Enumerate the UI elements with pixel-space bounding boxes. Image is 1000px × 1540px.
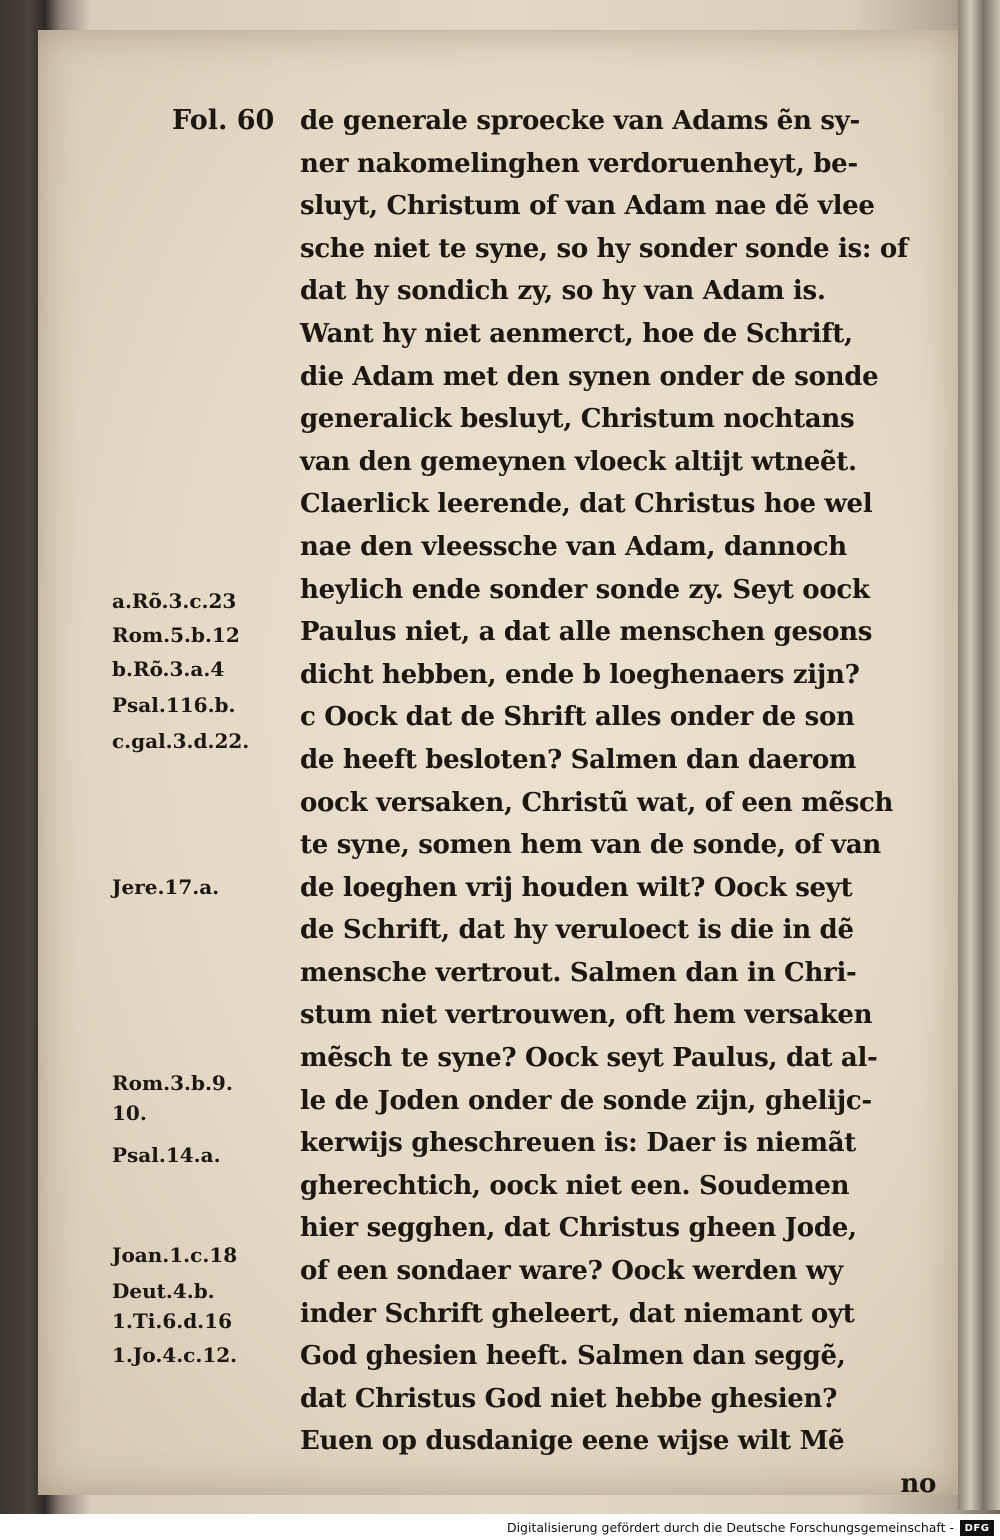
- text-line: inder Schrift gheleert, dat niemant oyt: [300, 1298, 855, 1329]
- folio-number: Fol. 60: [172, 105, 275, 136]
- text-line: oock versaken, Christũ wat, of een mẽsch: [300, 787, 894, 818]
- text-line: gherechtich, oock niet een. Soudemen: [300, 1170, 850, 1201]
- catchword: no: [900, 1469, 936, 1499]
- margin-note: Deut.4.b.: [112, 1279, 215, 1303]
- text-line: heylich ende sonder sonde zy. Seyt oock: [300, 574, 870, 605]
- text-line: Claerlick leerende, dat Christus hoe wel: [300, 489, 873, 520]
- text-line: de Schrift, dat hy veruloect is die in dẽ: [300, 915, 854, 946]
- margin-note: b.Rõ.3.a.4: [112, 657, 225, 681]
- body-text: [300, 100, 940, 1506]
- text-line: c Oock dat de Shrift alles onder de son: [300, 702, 855, 733]
- dfg-logo: DFG: [960, 1520, 994, 1536]
- margin-note: Rom.5.b.12: [112, 623, 240, 647]
- margin-note: c.gal.3.d.22.: [112, 729, 250, 753]
- margin-note: Joan.1.c.18: [112, 1243, 238, 1267]
- text-line: Euen op dusdanige eene wijse wilt Mẽ: [300, 1426, 845, 1457]
- text-line: God ghesien heeft. Salmen dan seggẽ,: [300, 1341, 846, 1372]
- text-line: sluyt, Christum of van Adam nae dẽ vlee: [300, 191, 875, 222]
- text-line: Paulus niet, a dat alle menschen gesons: [300, 617, 873, 648]
- text-line: de loeghen vrij houden wilt? Oock seyt: [300, 872, 853, 903]
- text-line: dicht hebben, ende b loeghenaers zijn?: [300, 659, 860, 690]
- text-line: of een sondaer ware? Oock werden wy: [300, 1256, 843, 1287]
- text-line: de generale sproecke van Adams ẽn sy-: [300, 106, 861, 136]
- text-line: stum niet vertrouwen, oft hem versaken: [300, 1000, 873, 1031]
- text-line: dat hy sondich zy, so hy van Adam is.: [300, 276, 826, 307]
- footer-bar: [0, 1514, 1000, 1540]
- margin-note: Psal.14.a.: [112, 1143, 221, 1167]
- text-line: mensche vertrout. Salmen dan in Chri-: [300, 957, 857, 988]
- text-line: hier segghen, dat Christus gheen Jode,: [300, 1213, 857, 1244]
- margin-note: 1.Ti.6.d.16: [112, 1309, 232, 1333]
- text-line: nae den vleessche van Adam, dannoch: [300, 531, 847, 562]
- margin-note: 1.Jo.4.c.12.: [112, 1343, 238, 1367]
- margin-note: Rom.3.b.9.: [112, 1071, 233, 1095]
- text-line: de heeft besloten? Salmen dan daerom: [300, 744, 857, 775]
- text-line: te syne, somen hem van de sonde, of van: [300, 830, 882, 861]
- margin-note: Jere.17.a.: [112, 875, 220, 899]
- margin-note: 10.: [112, 1101, 147, 1125]
- text-line: dat Christus God niet hebbe ghesien?: [300, 1383, 838, 1414]
- funding-notice: Digitalisierung gefördert durch die Deutsche Forschungsgemeinschaft -: [506, 1520, 954, 1535]
- text-line: sche niet te syne, so hy sonder sonde is: of: [300, 233, 908, 264]
- text-line: kerwijs gheschreuen is: Daer is niemãt: [300, 1128, 856, 1159]
- text-line: ner nakomelinghen verdoruenheyt, be-: [300, 148, 858, 179]
- text-line: mẽsch te syne? Oock seyt Paulus, dat al-: [300, 1043, 878, 1074]
- bleed-through-text: [95, 135, 295, 255]
- text-line: die Adam met den synen onder de sonde: [300, 361, 879, 392]
- text-line: van den gemeynen vloeck altijt wtneẽt.: [300, 446, 857, 477]
- text-line: Want hy niet aenmerct, hoe de Schrift,: [300, 318, 853, 349]
- margin-note: Psal.116.b.: [112, 693, 236, 717]
- book-edge: [958, 0, 1000, 1510]
- margin-note: a.Rõ.3.c.23: [112, 589, 237, 613]
- text-line: generalick besluyt, Christum nochtans: [300, 404, 855, 435]
- text-line: le de Joden onder de sonde zijn, ghelijc-: [300, 1085, 872, 1116]
